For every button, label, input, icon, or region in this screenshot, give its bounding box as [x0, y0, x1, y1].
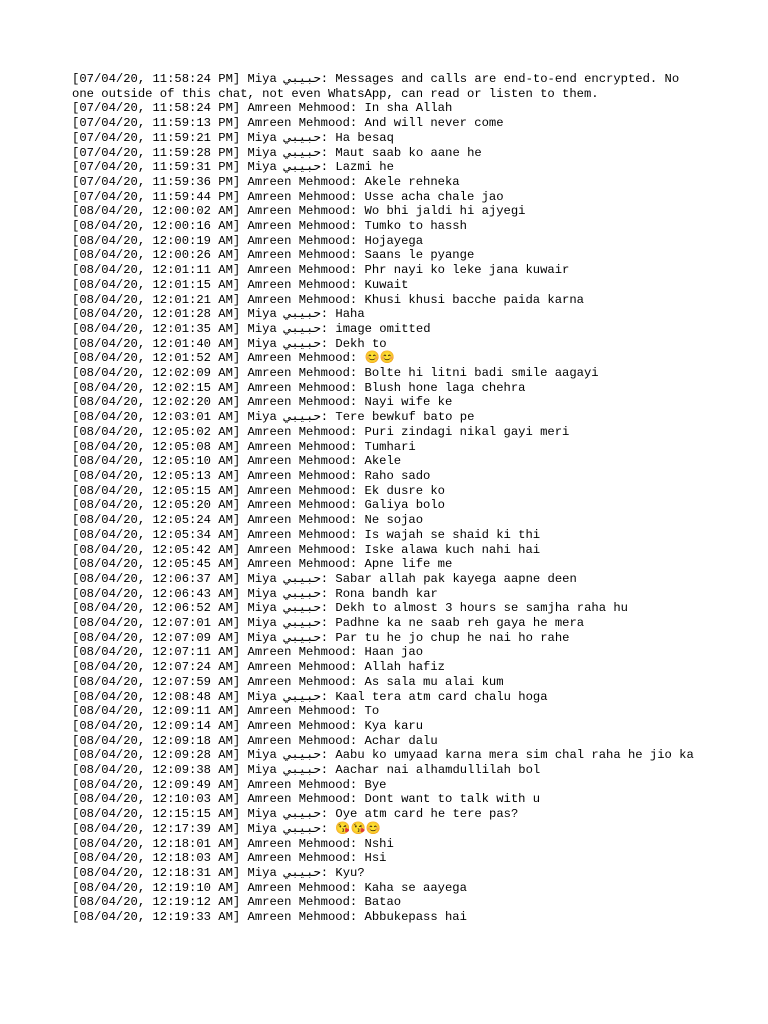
chat-message-line: [08/04/20, 12:19:12 AM] Amreen Mehmood: Batao — [72, 895, 402, 910]
chat-message-line: [07/04/20, 11:59:21 PM] Miya حبيبي: Ha besaq — [72, 130, 394, 145]
chat-message-line: [08/04/20, 12:19:10 AM] Amreen Mehmood: Kaha se aayega — [72, 880, 467, 895]
chat-message-line: [08/04/20, 12:07:24 AM] Amreen Mehmood: Allah hafiz — [72, 660, 445, 675]
chat-message-line: [08/04/20, 12:01:40 AM] Miya حبيبي: Dekh to — [72, 336, 387, 351]
chat-message-line: [08/04/20, 12:02:20 AM] Amreen Mehmood: Nayi wife ke — [72, 395, 453, 410]
chat-message-line: [08/04/20, 12:05:45 AM] Amreen Mehmood: Apne life me — [72, 557, 453, 572]
chat-message-line: [08/04/20, 12:18:03 AM] Amreen Mehmood: Hsi — [72, 851, 387, 866]
chat-message-line: [08/04/20, 12:18:31 AM] Miya حبيبي: Kyu? — [72, 865, 365, 880]
chat-message-line: [08/04/20, 12:09:14 AM] Amreen Mehmood: Kya karu — [72, 718, 424, 733]
chat-message-line: [08/04/20, 12:09:11 AM] Amreen Mehmood: To — [72, 704, 380, 719]
chat-message-line: [08/04/20, 12:07:11 AM] Amreen Mehmood: Haan jao — [72, 645, 424, 660]
chat-message-line: [08/04/20, 12:01:11 AM] Amreen Mehmood: Phr nayi ko leke jana kuwair — [72, 263, 570, 278]
chat-message-line: [08/04/20, 12:02:09 AM] Amreen Mehmood: Bolte hi litni badi smile aagayi — [72, 366, 599, 381]
chat-message-line: [08/04/20, 12:01:52 AM] Amreen Mehmood: 😊😊 — [72, 351, 395, 366]
chat-message-line: [08/04/20, 12:09:49 AM] Amreen Mehmood: Bye — [72, 777, 387, 792]
chat-message-line: [08/04/20, 12:05:42 AM] Amreen Mehmood: Iske alawa kuch nahi hai — [72, 542, 541, 557]
chat-transcript — [72, 72, 702, 925]
chat-message-line: [08/04/20, 12:01:35 AM] Miya حبيبي: image omitted — [72, 321, 431, 336]
chat-message-line: [08/04/20, 12:05:13 AM] Amreen Mehmood: Raho sado — [72, 468, 431, 483]
chat-message-line: [07/04/20, 11:58:24 PM] Amreen Mehmood: In sha Allah — [72, 101, 453, 116]
chat-message-line: [08/04/20, 12:06:43 AM] Miya حبيبي: Rona bandh kar — [72, 586, 438, 601]
chat-message-line: [08/04/20, 12:05:20 AM] Amreen Mehmood: Galiya bolo — [72, 498, 445, 513]
chat-message-line: [08/04/20, 12:01:15 AM] Amreen Mehmood: Kuwait — [72, 277, 409, 292]
chat-message-line: [08/04/20, 12:09:28 AM] Miya حبيبي: Aabu ko umyaad karna mera sim chal raha he jio ka — [72, 748, 694, 763]
chat-message-line: [08/04/20, 12:09:38 AM] Miya حبيبي: Aachar nai alhamdullilah bol — [72, 763, 541, 778]
chat-message-line: [08/04/20, 12:02:15 AM] Amreen Mehmood: Blush hone laga chehra — [72, 380, 526, 395]
chat-message-line: [08/04/20, 12:00:02 AM] Amreen Mehmood: Wo bhi jaldi hi ajyegi — [72, 204, 526, 219]
chat-message-line: [07/04/20, 11:59:44 PM] Amreen Mehmood: Usse acha chale jao — [72, 189, 504, 204]
chat-message-line: [07/04/20, 11:59:28 PM] Miya حبيبي: Maut saab ko aane he — [72, 145, 482, 160]
chat-message-line: [08/04/20, 12:05:34 AM] Amreen Mehmood: Is wajah se shaid ki thi — [72, 527, 541, 542]
chat-message-line: [08/04/20, 12:17:39 AM] Miya حبيبي: 😘😘😊 — [72, 821, 381, 836]
chat-message-line: [07/04/20, 11:59:36 PM] Amreen Mehmood: Akele rehneka — [72, 174, 460, 189]
chat-message-line: [08/04/20, 12:10:03 AM] Amreen Mehmood: Dont want to talk with u — [72, 792, 541, 807]
chat-message-line: [08/04/20, 12:05:15 AM] Amreen Mehmood: Ek dusre ko — [72, 483, 445, 498]
chat-message-line: [08/04/20, 12:05:02 AM] Amreen Mehmood: Puri zindagi nikal gayi meri — [72, 424, 570, 439]
chat-message-line: [08/04/20, 12:05:10 AM] Amreen Mehmood: Akele — [72, 454, 402, 469]
chat-message-line: [08/04/20, 12:06:52 AM] Miya حبيبي: Dekh to almost 3 hours se samjha raha hu — [72, 601, 628, 616]
chat-message-line: [08/04/20, 12:18:01 AM] Amreen Mehmood: Nshi — [72, 836, 394, 851]
chat-message-line: [08/04/20, 12:19:33 AM] Amreen Mehmood: Abbukepass hai — [72, 910, 467, 925]
chat-message-line: [08/04/20, 12:00:26 AM] Amreen Mehmood: Saans le pyange — [72, 248, 475, 263]
chat-message-line: [08/04/20, 12:08:48 AM] Miya حبيبي: Kaal tera atm card chalu hoga — [72, 689, 548, 704]
chat-message-line: [08/04/20, 12:06:37 AM] Miya حبيبي: Sabar allah pak kayega aapne deen — [72, 571, 577, 586]
chat-message-line: [08/04/20, 12:00:19 AM] Amreen Mehmood: Hojayega — [72, 233, 424, 248]
chat-message-line: [08/04/20, 12:05:08 AM] Amreen Mehmood: Tumhari — [72, 439, 416, 454]
chat-message-line: [08/04/20, 12:07:01 AM] Miya حبيبي: Padhne ka ne saab reh gaya he mera — [72, 616, 585, 631]
chat-message-line: [08/04/20, 12:00:16 AM] Amreen Mehmood: Tumko to hassh — [72, 219, 467, 234]
chat-message-line: [08/04/20, 12:01:21 AM] Amreen Mehmood: Khusi khusi bacche paida karna — [72, 292, 584, 307]
chat-message-line: [07/04/20, 11:58:24 PM] Miya حبيبي: Messages and calls are end-to-end encrypted. No one outside of this chat, not even WhatsApp, can read or listen to them. — [72, 72, 687, 101]
chat-message-line: [08/04/20, 12:07:09 AM] Miya حبيبي: Par tu he jo chup he nai ho rahe — [72, 630, 570, 645]
chat-message-line: [07/04/20, 11:59:13 PM] Amreen Mehmood: And will never come — [72, 116, 504, 131]
chat-message-line: [08/04/20, 12:01:28 AM] Miya حبيبي: Haha — [72, 307, 365, 322]
chat-message-line: [08/04/20, 12:09:18 AM] Amreen Mehmood: Achar dalu — [72, 733, 438, 748]
chat-transcript-page — [72, 72, 702, 925]
chat-message-line: [08/04/20, 12:05:24 AM] Amreen Mehmood: Ne sojao — [72, 513, 424, 528]
chat-message-line: [08/04/20, 12:15:15 AM] Miya حبيبي: Oye atm card he tere pas? — [72, 807, 519, 822]
chat-message-line: [07/04/20, 11:59:31 PM] Miya حبيبي: Lazmi he — [72, 160, 394, 175]
chat-message-line: [08/04/20, 12:07:59 AM] Amreen Mehmood: As sala mu alai kum — [72, 674, 504, 689]
chat-message-line: [08/04/20, 12:03:01 AM] Miya حبيبي: Tere bewkuf bato pe — [72, 410, 475, 425]
